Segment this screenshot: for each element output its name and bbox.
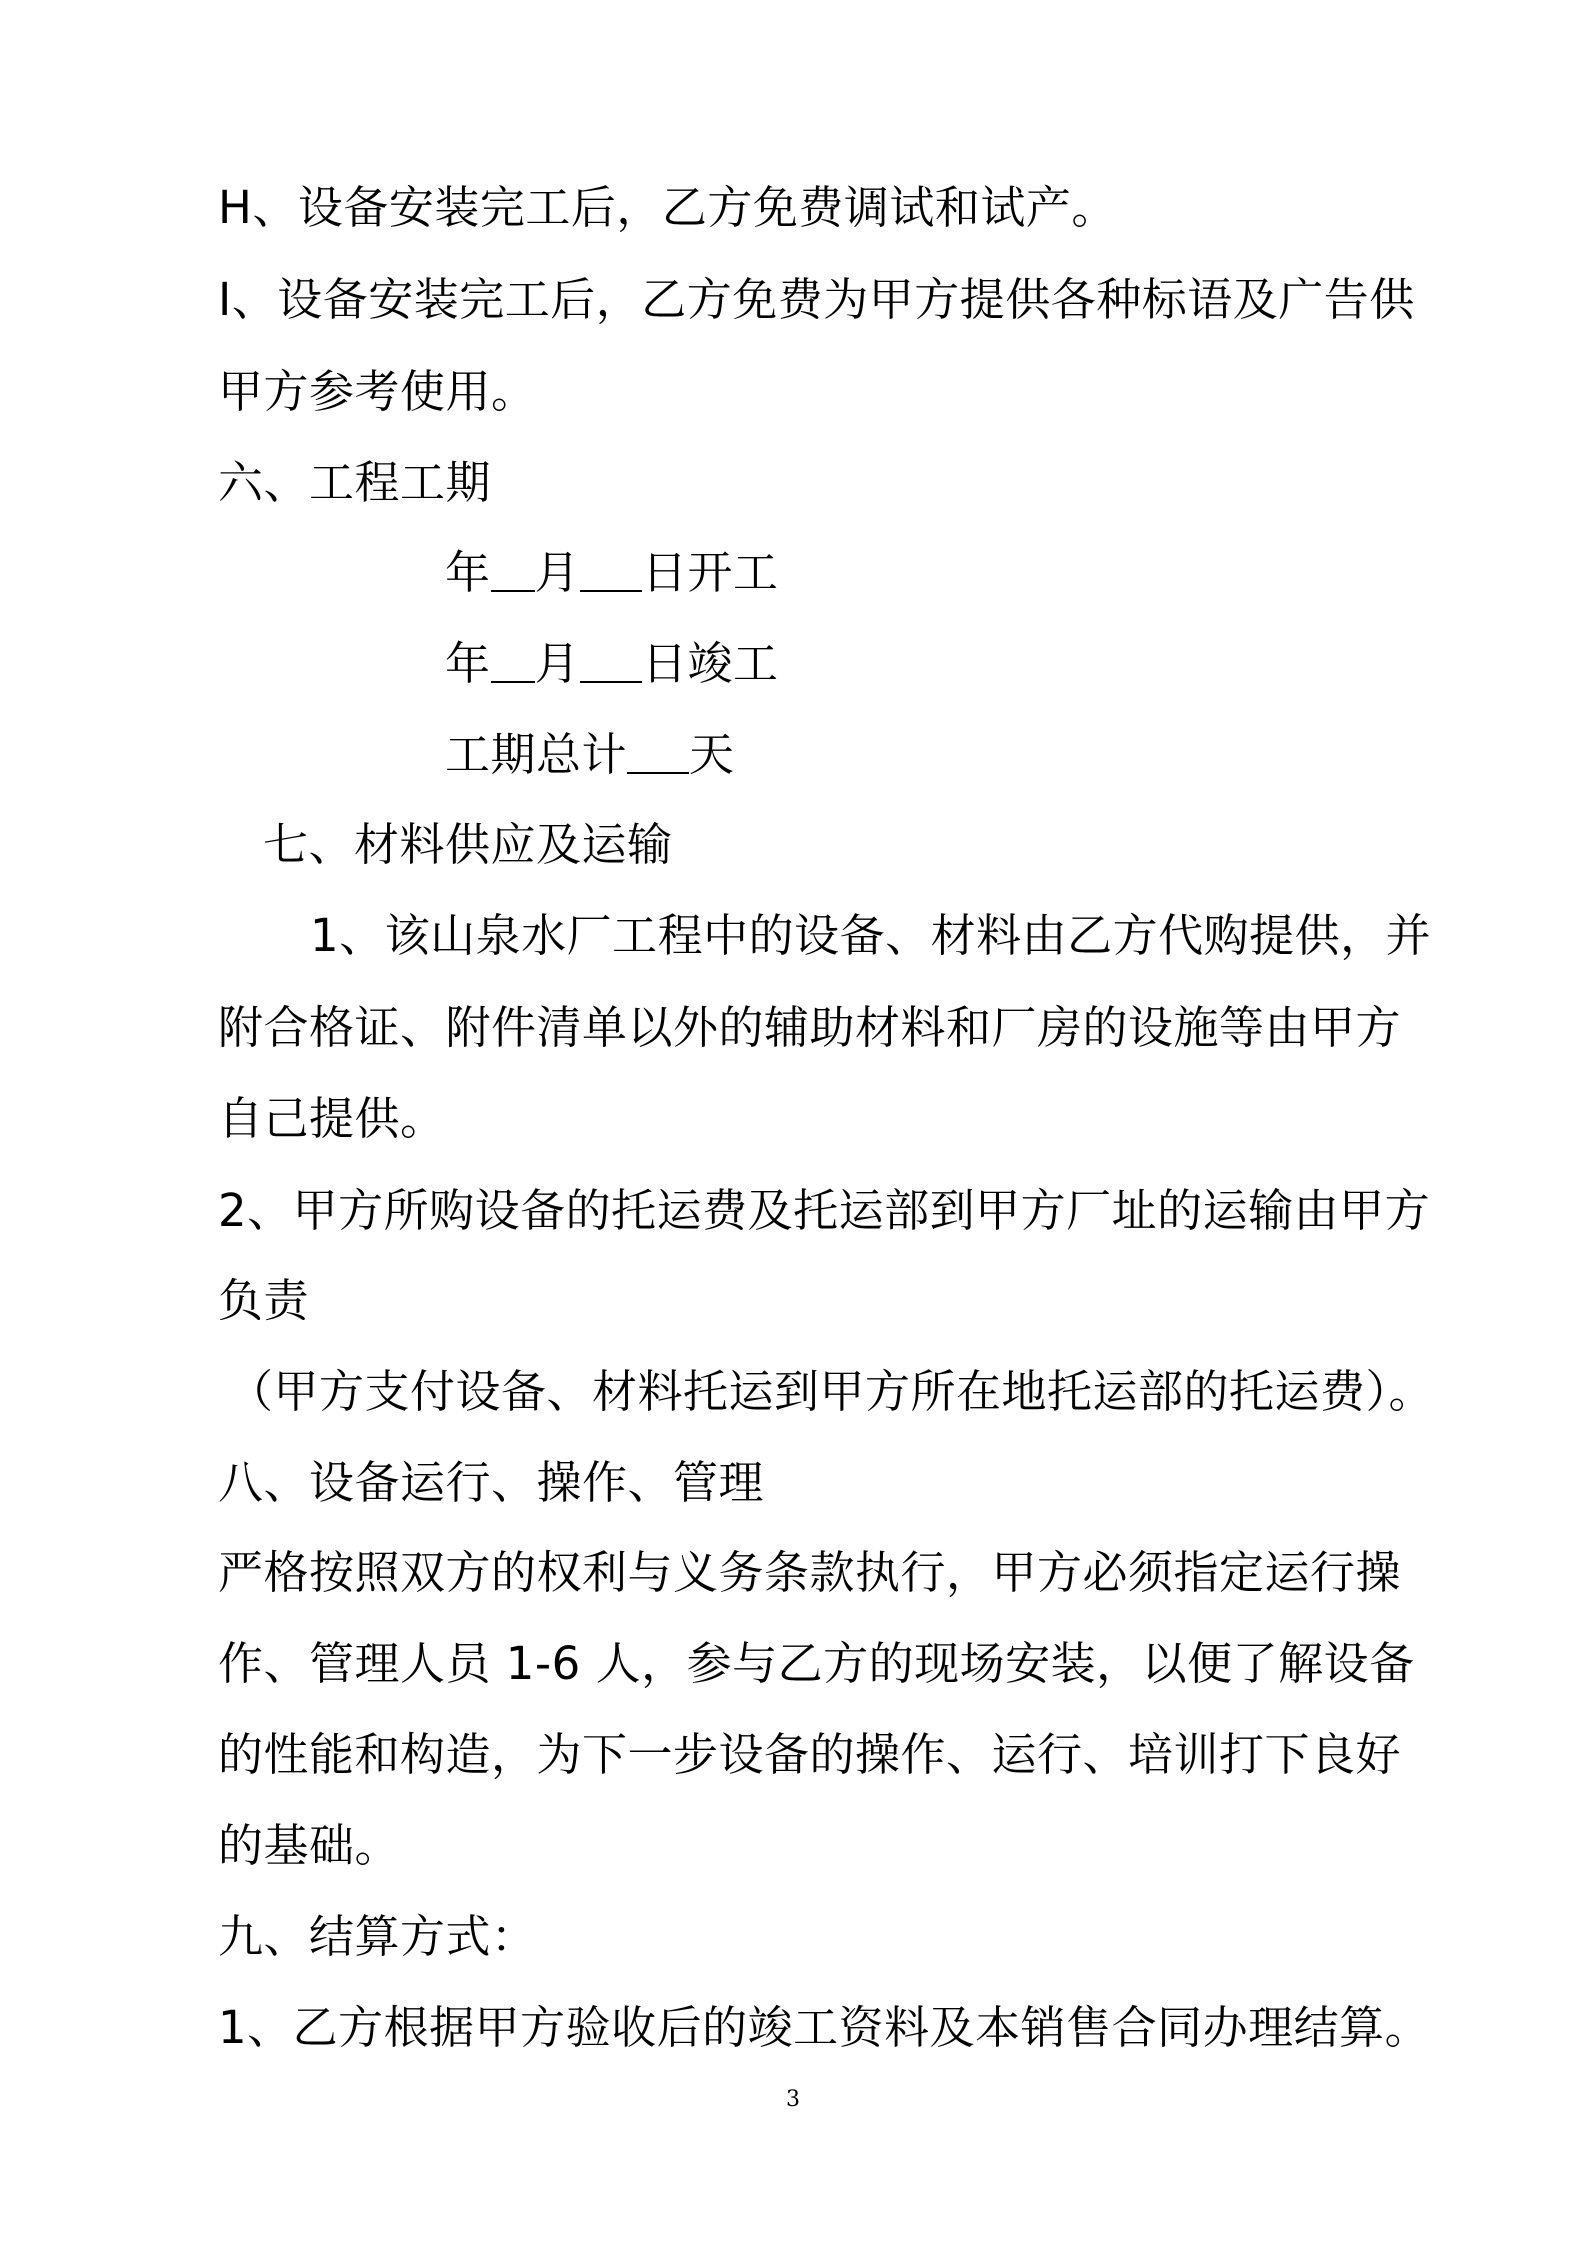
month-label: 月	[534, 546, 581, 599]
paragraph-line: 2、甲方所购设备的托运费及托运部到甲方厂址的运输由甲方	[218, 1184, 1431, 1237]
section-heading: 六、工程工期	[218, 456, 492, 509]
duration-label: 工期总计	[445, 728, 628, 781]
day-blank	[580, 550, 642, 592]
year-label: 年	[445, 546, 491, 599]
paragraph-line: H、设备安装完工后，乙方免费调试和试产。	[218, 181, 1117, 234]
paragraph-line: （甲方支付设备、材料托运到甲方所在地托运部的托运费）。	[228, 1365, 1435, 1418]
page-number: 3	[786, 2087, 800, 2112]
month-blank	[491, 550, 535, 592]
section-heading: 九、结算方式：	[218, 1910, 537, 1963]
paragraph-line: 附合格证、附件清单以外的辅助材料和厂房的设施等由甲方	[218, 1001, 1402, 1054]
month-blank	[491, 641, 535, 683]
paragraph-line: 1、该山泉水厂工程中的设备、材料由乙方代购提供，并	[310, 909, 1432, 962]
paragraph-line: 自己提供。	[218, 1092, 446, 1145]
section-heading: 七、材料供应及运输	[263, 818, 673, 871]
start-date-line	[445, 543, 779, 603]
paragraph-line: 甲方参考使用。	[218, 365, 537, 418]
month-label: 月	[534, 637, 581, 690]
paragraph-line: 的基础。	[218, 1819, 401, 1872]
days-blank	[627, 732, 689, 774]
end-date-line	[445, 634, 779, 694]
duration-line	[445, 725, 735, 785]
day-blank	[580, 641, 642, 683]
paragraph-line: 1、乙方根据甲方验收后的竣工资料及本销售合同办理结算。	[218, 2001, 1431, 2054]
day-end-label: 日竣工	[642, 637, 779, 690]
day-start-label: 日开工	[642, 546, 779, 599]
year-label: 年	[445, 637, 491, 690]
paragraph-line: 的性能和构造，为下一步设备的操作、运行、培训打下良好	[218, 1728, 1402, 1781]
paragraph-line: 严格按照双方的权利与义务条款执行，甲方必须指定运行操	[218, 1546, 1402, 1599]
paragraph-line: 作、管理人员 1-6 人，参与乙方的现场安装，以便了解设备	[218, 1637, 1415, 1690]
days-label: 天	[689, 728, 735, 781]
paragraph-line: 负责	[218, 1274, 310, 1327]
paragraph-line: I、设备安装完工后，乙方免费为甲方提供各种标语及广告供	[218, 273, 1415, 326]
section-heading: 八、设备运行、操作、管理	[218, 1456, 765, 1509]
